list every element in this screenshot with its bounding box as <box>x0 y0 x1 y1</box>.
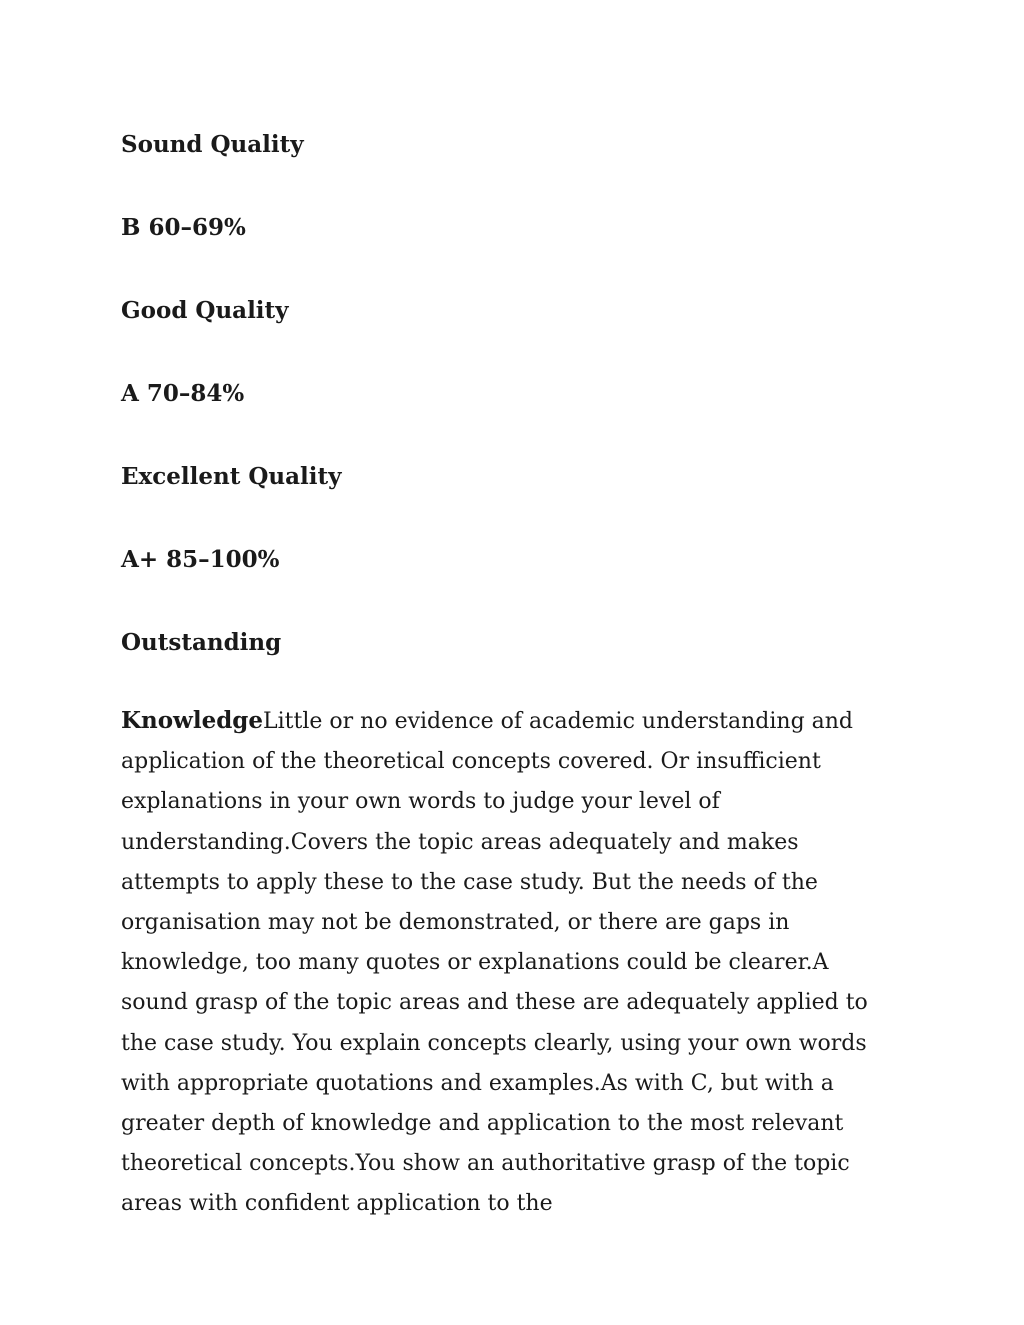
heading-sound-quality: Sound Quality <box>121 131 304 158</box>
heading-grade-a-plus: A+ 85–100% <box>121 546 280 573</box>
document-page <box>121 128 901 1225</box>
heading-outstanding: Outstanding <box>121 629 282 656</box>
heading-good-quality: Good Quality <box>121 297 289 324</box>
heading-grade-a: A 70–84% <box>121 380 245 407</box>
knowledge-paragraph <box>121 701 901 1225</box>
heading-grade-b: B 60–69% <box>121 214 246 241</box>
heading-excellent-quality: Excellent Quality <box>121 463 342 490</box>
knowledge-label: Knowledge <box>121 707 264 734</box>
knowledge-text: Little or no evidence of academic understanding and application of the theoretical concepts covered. Or insufficient explanations in your own words to judge your level of understanding.Covers the topic areas adequately and makes attempts to apply these to the case study. But the needs of the organisation may not be demonstrated, or there are gaps in knowledge, too many quotes or explanations could be clearer.A sound grasp of the topic areas and these are adequately applied to the case study. You explain concepts clearly, using your own words with appropriate quotations and examples.As with C, but with a greater depth of knowledge and application to the most relevant theoretical concepts.You show an authoritative grasp of the topic areas with confident application to the <box>121 709 868 1217</box>
